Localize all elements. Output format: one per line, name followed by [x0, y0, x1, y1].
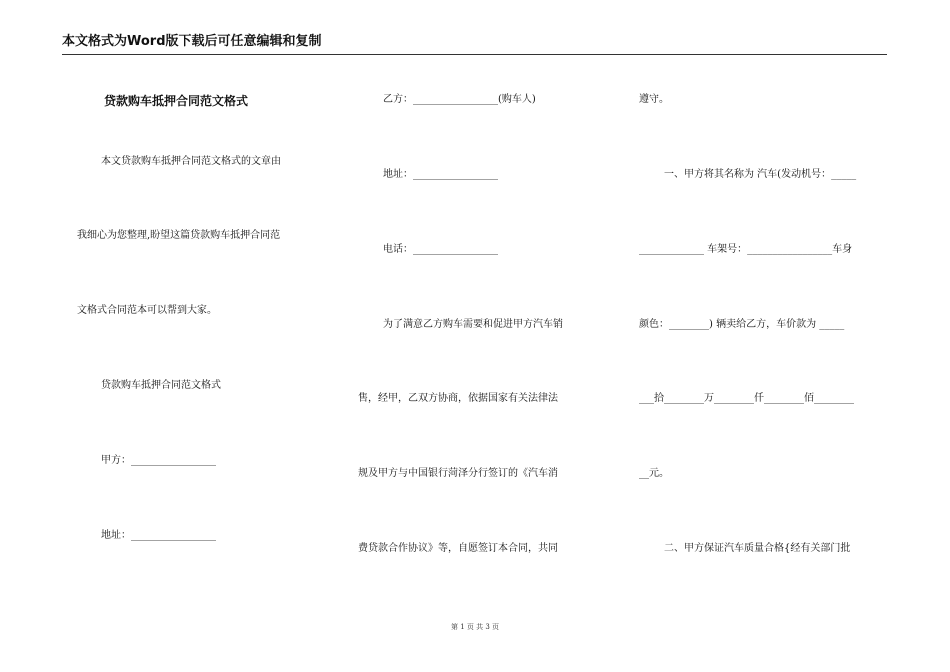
intro-line-3: 文格式合同范本可以帮到大家。 — [77, 305, 217, 316]
body-line-3: 规及甲方与中国银行菏泽分行签订的《汽车消 — [358, 468, 558, 479]
clause-2-line-1: 二、甲方保证汽车质量合格{经有关部门批 — [664, 543, 851, 554]
body-line-5: 遵守。 — [639, 94, 669, 105]
clause-1-line-5: __元。 — [639, 468, 669, 479]
party-b-phone-field: 电话：_________________ — [383, 244, 498, 255]
section-subtitle: 贷款购车抵押合同范文格式 — [101, 380, 221, 391]
page-header — [62, 34, 887, 55]
party-b-address-field: 地址：_________________ — [383, 169, 498, 180]
document-title: 贷款购车抵押合同范文格式 — [104, 94, 249, 108]
page-number: 第 1 页 共 3 页 — [450, 623, 500, 631]
body-line-4: 费贷款合作协议》等，自愿签订本合同，共同 — [358, 543, 558, 554]
intro-line-2: 我细心为您整理,盼望这篇贷款购车抵押合同范 — [77, 230, 281, 241]
body-line-1: 为了满意乙方购车需要和促进甲方汽车销 — [383, 319, 563, 330]
clause-1-line-3: 颜色：________) 辆卖给乙方，车价款为 _____ — [639, 319, 845, 330]
party-a-address-field: 地址：_________________ — [101, 530, 216, 541]
clause-1-line-4: ___拾________万________仟________佰________ — [639, 393, 854, 404]
clause-1-line-2: _____________ 车架号：_________________车身 — [639, 244, 853, 255]
party-b-field: 乙方：_________________(购车人) — [383, 94, 536, 105]
body-line-2: 售，经甲，乙双方协商，依据国家有关法律法 — [358, 393, 558, 404]
party-a-field: 甲方：_________________ — [101, 455, 216, 466]
clause-1-line-1: 一、甲方将其名称为 汽车(发动机号：_____ — [664, 169, 857, 180]
header-text: 本文格式为Word版下载后可任意编辑和复制 — [62, 34, 322, 49]
intro-line-1: 本文贷款购车抵押合同范文格式的文章由 — [101, 156, 281, 167]
